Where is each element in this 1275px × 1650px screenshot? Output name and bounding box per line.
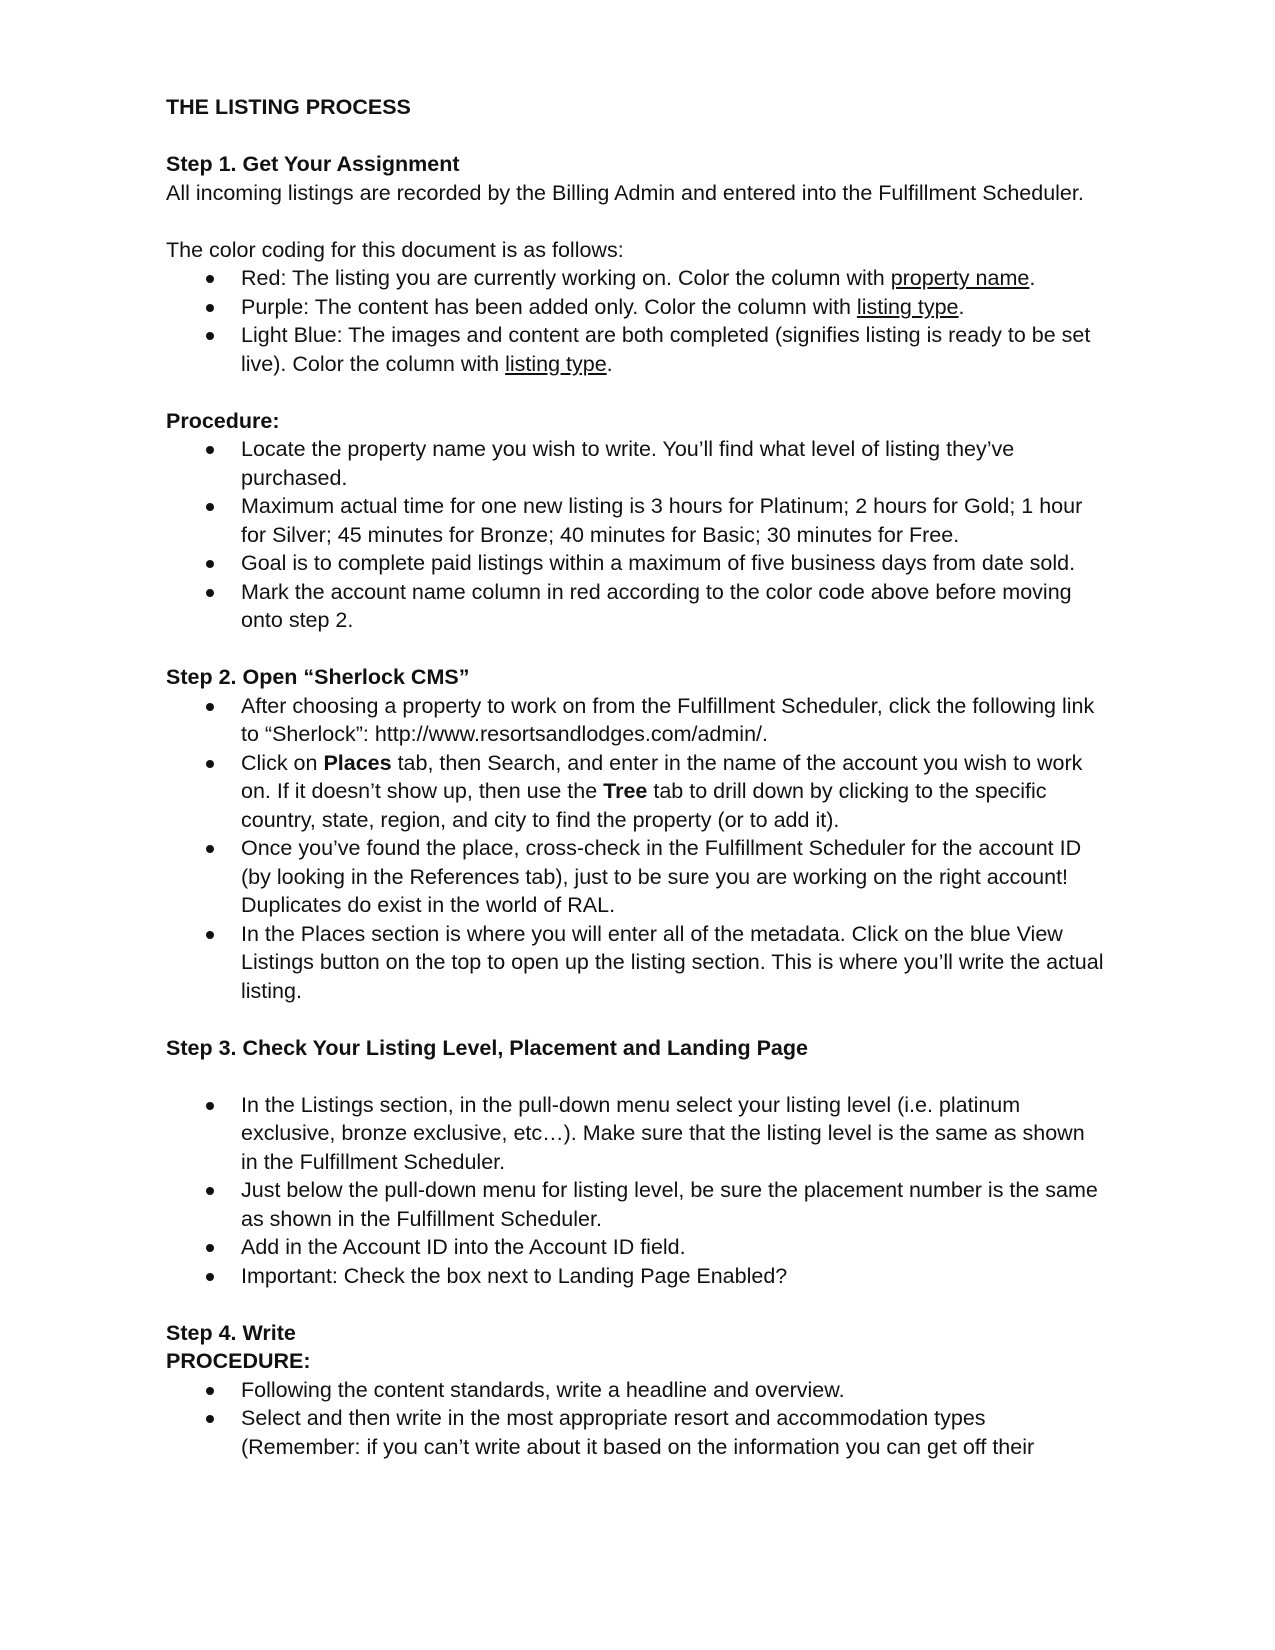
step1-intro: All incoming listings are recorded by the Billing Admin and entered into the Fulfillment Scheduler. xyxy=(166,180,1084,205)
list-item: Add in the Account ID into the Account ID field. xyxy=(166,1233,1106,1262)
procedure-heading: Procedure: xyxy=(166,408,280,433)
places-tab-term: Places xyxy=(323,750,392,775)
color-coding-list xyxy=(166,264,1106,378)
underlined-term: property name xyxy=(890,266,1030,290)
list-item: Once you’ve found the place, cross-check in the Fulfillment Scheduler for the account ID (by looking in the References tab), just to be sure you are working on the right account! Duplicates do exist in the world of RAL. xyxy=(166,834,1106,920)
list-item: Important: Check the box next to Landing Page Enabled? xyxy=(166,1262,1106,1291)
color-coding-intro: The color coding for this document is as follows: xyxy=(166,237,624,262)
list-item: Select and then write in the most appropriate resort and accommodation types (Remember: if you can’t write about it based on the information you can get off their xyxy=(166,1404,1106,1461)
list-item: In the Listings section, in the pull-down menu select your listing level (i.e. platinum exclusive, bronze exclusive, etc…). Make sure that the listing level is the same as shown in the Fulfillment Scheduler. xyxy=(166,1091,1106,1177)
document-title: THE LISTING PROCESS xyxy=(166,95,411,119)
step2-heading: Step 2. Open “Sherlock CMS” xyxy=(166,665,470,689)
step4-list xyxy=(166,1376,1106,1462)
step4-procedure-heading: PROCEDURE: xyxy=(166,1349,311,1373)
step3-heading: Step 3. Check Your Listing Level, Placement and Landing Page xyxy=(166,1035,808,1060)
step3-list xyxy=(166,1091,1106,1291)
tree-tab-term: Tree xyxy=(603,779,648,803)
list-item: Following the content standards, write a headline and overview. xyxy=(166,1376,1106,1405)
list-item: Mark the account name column in red according to the color code above before moving onto step 2. xyxy=(166,578,1106,635)
step1-heading: Step 1. Get Your Assignment xyxy=(166,152,460,176)
list-item: Locate the property name you wish to write. You’ll find what level of listing they’ve purchased. xyxy=(166,435,1106,492)
document-body xyxy=(166,93,1106,1461)
color-item-red: Red: The listing you are currently working on. Color the column with property name. xyxy=(166,264,1106,293)
step2-list xyxy=(166,692,1106,1006)
list-item: Maximum actual time for one new listing is 3 hours for Platinum; 2 hours for Gold; 1 hour for Silver; 45 minutes for Bronze; 40 minutes for Basic; 30 minutes for Free. xyxy=(166,492,1106,549)
underlined-term: listing type xyxy=(856,294,959,319)
list-item: In the Places section is where you will enter all of the metadata. Click on the blue View Listings button on the top to open up the listing section. This is where you’ll write the actual listing. xyxy=(166,920,1106,1006)
color-item-light-blue: Light Blue: The images and content are both completed (signifies listing is ready to be set live). Color the column with listing type. xyxy=(166,321,1106,378)
underlined-term: listing type xyxy=(505,351,607,376)
list-item: Goal is to complete paid listings within a maximum of five business days from date sold. xyxy=(166,549,1106,578)
procedure-list xyxy=(166,435,1106,635)
list-item: Just below the pull-down menu for listing level, be sure the placement number is the same as shown in the Fulfillment Scheduler. xyxy=(166,1176,1106,1233)
step4-heading: Step 4. Write xyxy=(166,1320,296,1345)
list-item: Click on Places tab, then Search, and enter in the name of the account you wish to work on. If it doesn’t show up, then use the Tree tab to drill down by clicking to the specific country, state, region, and city to find the property (or to add it). xyxy=(166,749,1106,835)
list-item: After choosing a property to work on from the Fulfillment Scheduler, click the following link to “Sherlock”: http://www.resortsandlodges.com/admin/. xyxy=(166,692,1106,749)
color-item-purple: Purple: The content has been added only. Color the column with listing type. xyxy=(166,293,1106,322)
